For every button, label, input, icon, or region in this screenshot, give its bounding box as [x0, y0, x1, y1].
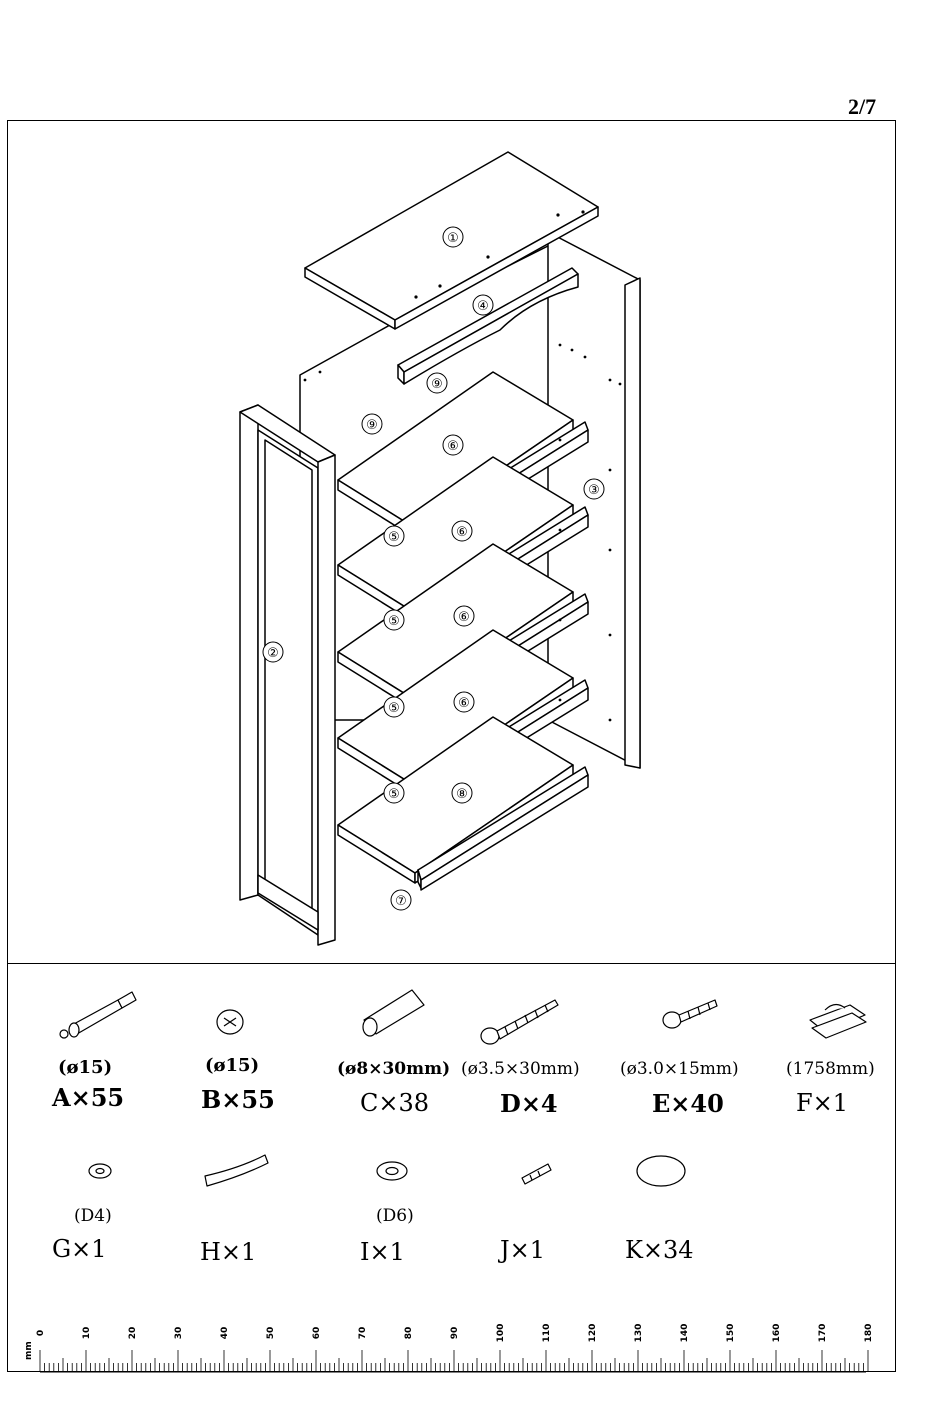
- ruler-unit: mm: [24, 1341, 34, 1360]
- ruler-label: 170: [818, 1323, 828, 1343]
- hardware-qty-k: K×34: [625, 1236, 694, 1264]
- part-label-6: ⑥: [456, 525, 468, 540]
- cam-lock-icon: [217, 1010, 243, 1034]
- ruler-label: 10: [82, 1326, 92, 1340]
- ruler-label: 100: [496, 1323, 506, 1343]
- felt-pad-icon: [637, 1156, 685, 1186]
- part-label-5: ⑤: [388, 701, 400, 716]
- wood-dowel-icon: [363, 990, 424, 1036]
- part-label-7: ⑦: [395, 894, 407, 909]
- hardware-spec-a: (ø15): [58, 1057, 113, 1078]
- hardware-spec-f: (1758mm): [786, 1059, 875, 1079]
- hardware-spec-i: (D6): [376, 1206, 414, 1226]
- part-label-1: ①: [447, 231, 459, 246]
- ruler-label: 20: [128, 1326, 138, 1340]
- hardware-qty-g: G×1: [52, 1235, 107, 1263]
- ruler-label: 130: [634, 1323, 644, 1343]
- hardware-qty-j: J×1: [500, 1236, 545, 1264]
- ruler-label: 180: [864, 1323, 874, 1343]
- ruler-label: 50: [266, 1326, 276, 1340]
- part-label-8: ⑧: [456, 787, 468, 802]
- part-label-5: ⑤: [388, 614, 400, 629]
- part-label-2: ②: [267, 646, 279, 661]
- ruler-label: 90: [450, 1326, 460, 1340]
- hardware-spec-e: (ø3.0×15mm): [620, 1059, 739, 1079]
- part-label-3: ③: [588, 483, 600, 498]
- ruler-label: 110: [542, 1323, 552, 1343]
- hardware-spec-g: (D4): [74, 1206, 112, 1226]
- mm-ruler: [24, 1324, 874, 1372]
- hardware-qty-b: B×55: [201, 1085, 275, 1114]
- part-label-6: ⑥: [458, 610, 470, 625]
- hardware-qty-d: D×4: [500, 1089, 558, 1118]
- hardware-qty-i: I×1: [360, 1238, 405, 1266]
- hardware-qty-h: H×1: [200, 1238, 257, 1266]
- ruler-label: 160: [772, 1323, 782, 1343]
- wall-plug-icon: [522, 1164, 551, 1184]
- part-label-5: ⑤: [388, 530, 400, 545]
- cam-bolt-icon: [60, 992, 136, 1038]
- hardware-qty-e: E×40: [652, 1089, 724, 1118]
- part-label-6: ⑥: [447, 439, 459, 454]
- hardware-spec-c: (ø8×30mm): [337, 1059, 451, 1079]
- small-washer-icon: [89, 1164, 111, 1178]
- hardware-qty-f: F×1: [796, 1089, 849, 1117]
- ruler-label: 0: [36, 1329, 46, 1337]
- part-label-5: ⑤: [388, 787, 400, 802]
- strap-icon: [205, 1155, 268, 1186]
- part-label-9: ⑨: [431, 377, 443, 392]
- hardware-qty-a: A×55: [52, 1083, 125, 1112]
- hardware-qty-c: C×38: [360, 1089, 430, 1117]
- hardware-spec-b: (ø15): [205, 1055, 260, 1076]
- long-screw-icon: [481, 1000, 558, 1044]
- ruler-label: 140: [680, 1323, 690, 1343]
- ruler-label: 80: [404, 1326, 414, 1340]
- part-label-4: ④: [477, 299, 489, 314]
- strap-clip-icon: [810, 1004, 866, 1038]
- ruler-label: 40: [220, 1326, 230, 1340]
- ruler-label: 70: [358, 1326, 368, 1340]
- part-label-6: ⑥: [458, 696, 470, 711]
- short-screw-icon: [663, 1000, 717, 1028]
- part-label-9: ⑨: [366, 418, 378, 433]
- hardware-spec-d: (ø3.5×30mm): [461, 1059, 580, 1079]
- ruler-label: 150: [726, 1323, 736, 1343]
- page-number: 2/7: [848, 94, 877, 119]
- ruler-label: 60: [312, 1326, 322, 1340]
- large-washer-icon: [377, 1162, 407, 1180]
- ruler-label: 30: [174, 1326, 184, 1340]
- ruler-label: 120: [588, 1323, 598, 1343]
